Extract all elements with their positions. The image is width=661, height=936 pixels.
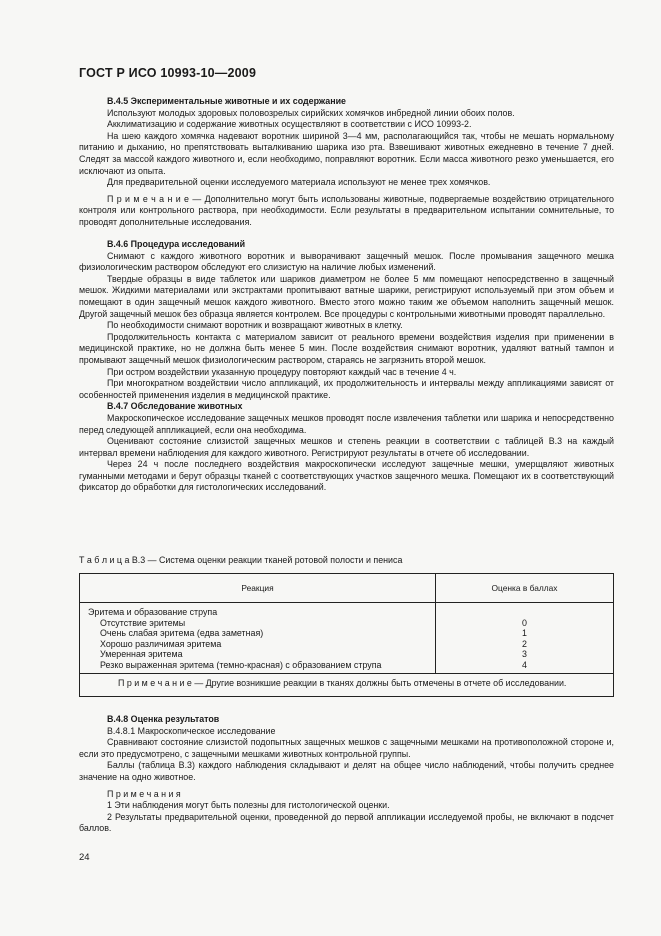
paragraph: Оценивают состояние слизистой защечных мешков и степень реакции в соответствии с таблицей В.3 на каждый интервал времени наблюдения для каждого животного. Регистрируют результаты в отчете об исследовании. <box>79 436 614 458</box>
section-heading: В.4.5 Экспериментальные животные и их содержание <box>107 96 346 106</box>
note <box>79 194 614 229</box>
paragraph: На шею каждого хомячка надевают воротник шириной 3—4 мм, располагающийся так, чтобы не мешать нормальному питанию и дыханию, но препятствовать выталкиванию шарика изо рта. Взвешивают животных ежедневно в течение 7 дней. Следят за массой каждого животного и, если необходимо, поправляют воротник. Если масса животного резко уменьшается, его исключают из опыта. <box>79 130 614 176</box>
reaction-item: Умеренная эритема <box>100 649 183 659</box>
reaction-cell <box>80 603 436 674</box>
reaction-item: Отсутствие эритемы <box>100 617 186 628</box>
table-note-row <box>80 674 614 697</box>
caption-text: В.3 — Система оценки реакции тканей ротовой полости и пениса <box>129 555 403 565</box>
score-value: 2 <box>522 638 527 649</box>
paragraph: Для предварительной оценки исследуемого материала используют не менее трех хомячков. <box>107 177 491 188</box>
section-b48 <box>79 714 614 835</box>
note-text: — Другие возникшие реакции в тканях должны быть отмечены в отчете об исследовании. <box>191 678 567 688</box>
table-note <box>80 674 614 697</box>
table-body-row <box>80 603 614 674</box>
paragraph: Сравнивают состояние слизистой подопытных защечных мешков с защечными мешками на противоположной стороне и, если это предусмотрено, с защечными мешками животных контрольной группы. <box>79 737 614 759</box>
score-value: 1 <box>522 628 527 638</box>
subsection-heading: В.4.8.1 Макроскопическое исследование <box>107 725 276 736</box>
scoring-table <box>79 573 614 697</box>
note-text: — Дополнительно могут быть использованы животные, подвергаемые воздействию отрицательного контроля или контрольного раствора, при необходимости. Если результаты в предварительном испытании сомнительные, то проводят дополнительные исследования. <box>79 193 614 227</box>
note-item: 1 Эти наблюдения могут быть полезны для гистологической оценки. <box>107 800 390 811</box>
page-header: ГОСТ Р ИСО 10993-10—2009 <box>79 66 257 80</box>
score-cell <box>436 603 614 674</box>
paragraph: Снимают с каждого животного воротник и выворачивают защечный мешок. После промывания защечного мешка физиологическим раствором обследуют его слизистую на наличие любых изменений. <box>79 250 614 273</box>
paragraph: Твердые образцы в виде таблеток или шариков диаметром не более 5 мм помещают непосредственно в защечный мешок. Жидкими материалами или экстрактами пропитывают ватные шарики, регистрируют используемый при этом объем и помещают в один защечный мешок каждого животного. Вместо этого можно таким же объемом наполнить защечный мешок. Другой защечный мешок без образца является контролем. Все процедуры с контрольными животными проводят параллельно. <box>79 273 614 319</box>
paragraph: Баллы (таблица В.3) каждого наблюдения складывают и делят на общее число наблюдений, чтобы получить среднее значение на одно животное. <box>79 760 614 782</box>
table-caption <box>79 555 402 565</box>
section-heading: В.4.8 Оценка результатов <box>107 714 220 724</box>
group-label: Эритема и образование струпа <box>88 607 218 617</box>
reaction-item: Хорошо различимая эритема <box>100 638 222 649</box>
note-label: П р и м е ч а н и е <box>107 193 189 204</box>
section-b45 <box>79 96 614 229</box>
section-heading: В.4.6 Процедура исследований <box>107 239 246 249</box>
paragraph: Макроскопическое исследование защечных мешков проводят после извлечения таблетки или шарика и непосредственно перед следующей аппликацией, если она необходима. <box>79 412 614 435</box>
paragraph: При многократном воздействии число аппликаций, их продолжительность и интервалы между аппликациями зависят от особенностей применения изделия в медицинской практике. <box>79 378 614 400</box>
column-header-score: Оценка в баллах <box>436 574 614 603</box>
paragraph: Через 24 ч после последнего воздействия макроскопически исследуют защечные мешки, умерщвляют животных гуманными методами и берут образцы тканей с соответствующих участков защечного мешка. Помещают их в соответствующий фиксатор до обработки для гистологических исследований. <box>79 459 614 493</box>
page-number: 24 <box>79 852 90 863</box>
section-b46 <box>79 239 614 494</box>
note-item: 2 Результаты предварительной оценки, проведенной до первой аппликации исследуемой пробы, не включают в подсчет баллов. <box>79 811 614 834</box>
caption-label: Т а б л и ц а <box>79 555 130 565</box>
table-header-row <box>80 574 614 603</box>
reaction-item: Очень слабая эритема (едва заметная) <box>100 628 264 638</box>
paragraph: Используют молодых здоровых половозрелых сирийских хомячков инбредной линии обоих полов. <box>107 107 515 118</box>
paragraph: По необходимости снимают воротник и возвращают животных в клетку. <box>107 320 403 331</box>
note-label: П р и м е ч а н и е <box>118 678 192 688</box>
score-value: 4 <box>522 659 527 670</box>
notes-label: П р и м е ч а н и я <box>107 788 181 799</box>
paragraph: Продолжительность контакта с материалом зависит от реального времени воздействия изделия при применении в медицинской практике, но не должна быть менее 5 мин. После воздействия снимают воротник, удаляют ватный тампон и промывают защечный мешок физиологическим раствором, стараясь не загрязнить второй мешок. <box>79 331 614 365</box>
score-value: 3 <box>522 649 527 659</box>
section-heading: В.4.7 Обследование животных <box>107 401 243 412</box>
paragraph: При остром воздействии указанную процедуру повторяют каждый час в течение 4 ч. <box>107 366 457 377</box>
reaction-item: Резко выраженная эритема (темно-красная) с образованием струпа <box>100 659 382 670</box>
score-value: 0 <box>522 617 527 628</box>
column-header-reaction: Реакция <box>80 574 436 603</box>
paragraph: Акклиматизацию и содержание животных осуществляют в соответствии с ИСО 10993-2. <box>107 119 472 130</box>
